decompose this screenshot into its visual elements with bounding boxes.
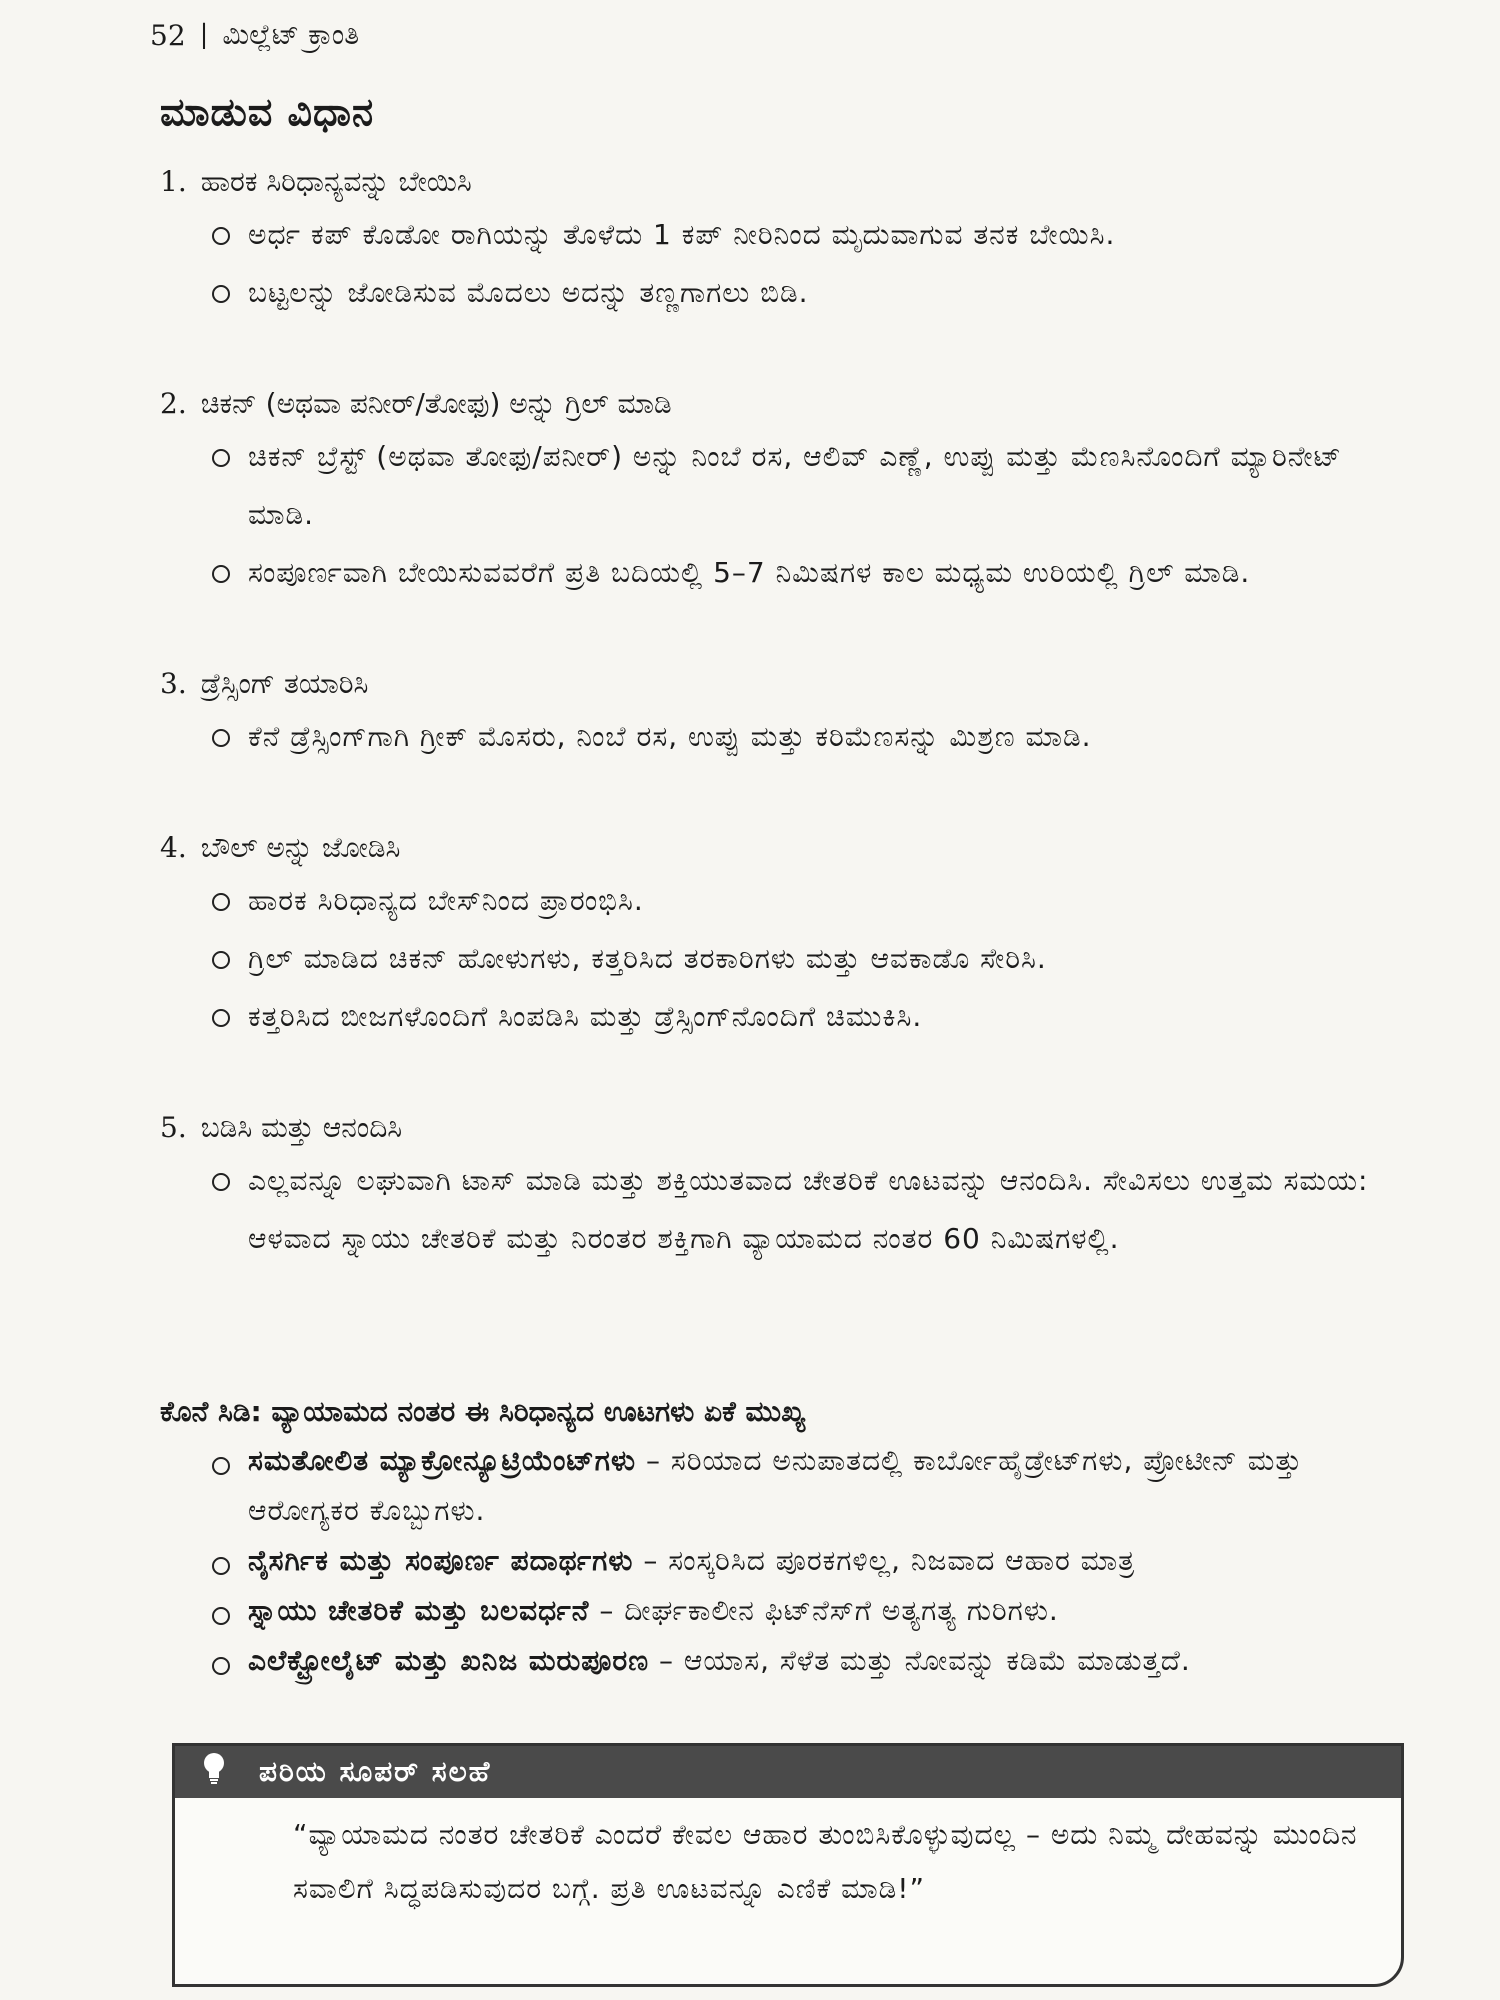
step-title: ಡ್ರೆಸ್ಸಿಂಗ್ ತಯಾರಿಸಿ	[200, 667, 369, 700]
step-1	[160, 158, 1400, 322]
step-5	[160, 1104, 1400, 1268]
steps-list	[160, 158, 1400, 1268]
header-separator: |	[199, 20, 209, 50]
step-title: ಬಡಿಸಿ ಮತ್ತು ಆನಂದಿಸಿ	[200, 1111, 403, 1144]
step-heading	[160, 824, 1400, 872]
closing-item-lead: ಸ್ನಾಯು ಚೇತರಿಕೆ ಮತ್ತು ಬಲವರ್ಧನೆ	[248, 1594, 590, 1627]
bullet-item: ಎಲ್ಲವನ್ನೂ ಲಘುವಾಗಿ ಟಾಸ್ ಮಾಡಿ ಮತ್ತು ಶಕ್ತಿಯುತವಾದ ಚೇತರಿಕೆ ಊಟವನ್ನು ಆನಂದಿಸಿ. ಸೇವಿಸಲು ಉತ್ತಮ ಸಮಯ: ಆಳವಾದ ಸ್ನಾಯು ಚೇತರಿಕೆ ಮತ್ತು ನಿರಂತರ ಶಕ್ತಿಗಾಗಿ ವ್ಯಾಯಾಮದ ನಂತರ 60 ನಿಮಿಷಗಳಲ್ಲಿ.	[212, 1152, 1400, 1268]
bullet-item: ಬಟ್ಟಲನ್ನು ಜೋಡಿಸುವ ಮೊದಲು ಅದನ್ನು ತಣ್ಣಗಾಗಲು ಬಿಡಿ.	[212, 264, 1400, 322]
book-title: ಮಿಲ್ಲೆಟ್ ಕ್ರಾಂತಿ	[222, 18, 360, 51]
closing-item	[212, 1636, 1400, 1686]
section-title: ಮಾಡುವ ವಿಧಾನ	[160, 90, 375, 134]
closing-item-lead: ಸಮತೋಲಿತ ಮ್ಯಾಕ್ರೋನ್ಯೂಟ್ರಿಯೆಂಟ್‌ಗಳು	[248, 1444, 637, 1477]
closing-bullets	[160, 1436, 1400, 1686]
tip-quote: “ವ್ಯಾಯಾಮದ ನಂತರ ಚೇತರಿಕೆ ಎಂದರೆ ಕೇವಲ ಆಹಾರ ತುಂಬಿಸಿಕೊಳ್ಳುವುದಲ್ಲ – ಅದು ನಿಮ್ಮ ದೇಹವನ್ನು ಮುಂದಿನ ಸವಾಲಿಗೆ ಸಿದ್ಧಪಡಿಸುವುದರ ಬಗ್ಗೆ. ಪ್ರತಿ ಊಟವನ್ನೂ ಎಣಿಕೆ ಮಾಡಿ!”	[293, 1818, 1358, 1905]
step-bullets	[160, 708, 1400, 766]
closing-item-text: – ದೀರ್ಘಕಾಲೀನ ಫಿಟ್‌ನೆಸ್‌ಗೆ ಅತ್ಯಗತ್ಯ ಗುರಿಗಳು.	[589, 1594, 1059, 1627]
step-4	[160, 824, 1400, 1046]
step-bullets	[160, 206, 1400, 322]
step-number: 4.	[160, 831, 187, 864]
tip-header	[175, 1746, 1401, 1798]
closing-item-text: – ಆಯಾಸ, ಸೆಳೆತ ಮತ್ತು ನೋವನ್ನು ಕಡಿಮೆ ಮಾಡುತ್ತದೆ.	[649, 1644, 1191, 1677]
step-heading	[160, 380, 1400, 428]
step-bullets	[160, 872, 1400, 1046]
closing-item-lead: ನೈಸರ್ಗಿಕ ಮತ್ತು ಸಂಪೂರ್ಣ ಪದಾರ್ಥಗಳು	[248, 1544, 634, 1577]
bullet-item: ಚಿಕನ್ ಬ್ರೆಸ್ಟ್ (ಅಥವಾ ತೋಫು/ಪನೀರ್) ಅನ್ನು ನಿಂಬೆ ರಸ, ಆಲಿವ್ ಎಣ್ಣೆ, ಉಪ್ಪು ಮತ್ತು ಮೆಣಸಿನೊಂದಿಗೆ ಮ್ಯಾರಿನೇಟ್ ಮಾಡಿ.	[212, 428, 1400, 544]
tip-title: ಪರಿಯ ಸೂಪರ್ ಸಲಹೆ	[259, 1755, 492, 1788]
bullet-item: ಕತ್ತರಿಸಿದ ಬೀಜಗಳೊಂದಿಗೆ ಸಿಂಪಡಿಸಿ ಮತ್ತು ಡ್ರೆಸ್ಸಿಂಗ್‌ನೊಂದಿಗೆ ಚಿಮುಕಿಸಿ.	[212, 988, 1400, 1046]
closing-item-text: – ಸರಿಯಾದ ಅನುಪಾತದಲ್ಲಿ ಕಾರ್ಬೋಹೈಡ್ರೇಟ್‌ಗಳು, ಪ್ರೋಟೀನ್ ಮತ್ತು ಆರೋಗ್ಯಕರ ಕೊಬ್ಬುಗಳು.	[248, 1444, 1303, 1527]
step-title: ಚಿಕನ್ (ಅಥವಾ ಪನೀರ್/ತೋಫು) ಅನ್ನು ಗ್ರಿಲ್ ಮಾಡಿ	[200, 387, 672, 420]
closing-item	[212, 1536, 1400, 1586]
closing-item	[212, 1436, 1400, 1536]
bullet-item: ಸಂಪೂರ್ಣವಾಗಿ ಬೇಯಿಸುವವರೆಗೆ ಪ್ರತಿ ಬದಿಯಲ್ಲಿ 5–7 ನಿಮಿಷಗಳ ಕಾಲ ಮಧ್ಯಮ ಉರಿಯಲ್ಲಿ ಗ್ರಿಲ್ ಮಾಡಿ.	[212, 544, 1400, 602]
tip-box	[172, 1743, 1404, 1987]
bullet-item: ಕೆನೆ ಡ್ರೆಸ್ಸಿಂಗ್‌ಗಾಗಿ ಗ್ರೀಕ್ ಮೊಸರು, ನಿಂಬೆ ರಸ, ಉಪ್ಪು ಮತ್ತು ಕರಿಮೆಣಸನ್ನು ಮಿಶ್ರಣ ಮಾಡಿ.	[212, 708, 1400, 766]
step-heading	[160, 158, 1400, 206]
step-title: ಹಾರಕ ಸಿರಿಧಾನ್ಯವನ್ನು ಬೇಯಿಸಿ	[200, 165, 472, 198]
step-heading	[160, 1104, 1400, 1152]
step-title: ಬೌಲ್ ಅನ್ನು ಜೋಡಿಸಿ	[200, 831, 401, 864]
bullet-item: ಗ್ರಿಲ್ ಮಾಡಿದ ಚಿಕನ್ ಹೋಳುಗಳು, ಕತ್ತರಿಸಿದ ತರಕಾರಿಗಳು ಮತ್ತು ಆವಕಾಡೊ ಸೇರಿಸಿ.	[212, 930, 1400, 988]
step-bullets	[160, 428, 1400, 602]
page-header	[150, 18, 359, 52]
closing-title: ಕೊನೆ ಸಿಡಿ: ವ್ಯಾಯಾಮದ ನಂತರ ಈ ಸಿರಿಧಾನ್ಯದ ಊಟಗಳು ಏಕೆ ಮುಖ್ಯ	[160, 1395, 806, 1428]
bullet-item: ಅರ್ಧ ಕಪ್ ಕೊಡೋ ರಾಗಿಯನ್ನು ತೊಳೆದು 1 ಕಪ್ ನೀರಿನಿಂದ ಮೃದುವಾಗುವ ತನಕ ಬೇಯಿಸಿ.	[212, 206, 1400, 264]
lightbulb-icon	[203, 1752, 225, 1793]
step-heading	[160, 660, 1400, 708]
bullet-item: ಹಾರಕ ಸಿರಿಧಾನ್ಯದ ಬೇಸ್‌ನಿಂದ ಪ್ರಾರಂಭಿಸಿ.	[212, 872, 1400, 930]
step-2	[160, 380, 1400, 602]
closing-item-lead: ಎಲೆಕ್ಟ್ರೋಲೈಟ್ ಮತ್ತು ಖನಿಜ ಮರುಪೂರಣ	[248, 1644, 650, 1677]
step-bullets	[160, 1152, 1400, 1268]
closing-item-text: – ಸಂಸ್ಕರಿಸಿದ ಪೂರಕಗಳಿಲ್ಲ, ನಿಜವಾದ ಆಹಾರ ಮಾತ್ರ	[633, 1544, 1136, 1577]
closing-item	[212, 1586, 1400, 1636]
step-number: 5.	[160, 1111, 187, 1144]
closing-note	[160, 1388, 1400, 1686]
page-number: 52	[150, 18, 186, 52]
step-3	[160, 660, 1400, 766]
step-number: 1.	[160, 165, 187, 198]
step-number: 2.	[160, 387, 187, 420]
step-number: 3.	[160, 667, 187, 700]
